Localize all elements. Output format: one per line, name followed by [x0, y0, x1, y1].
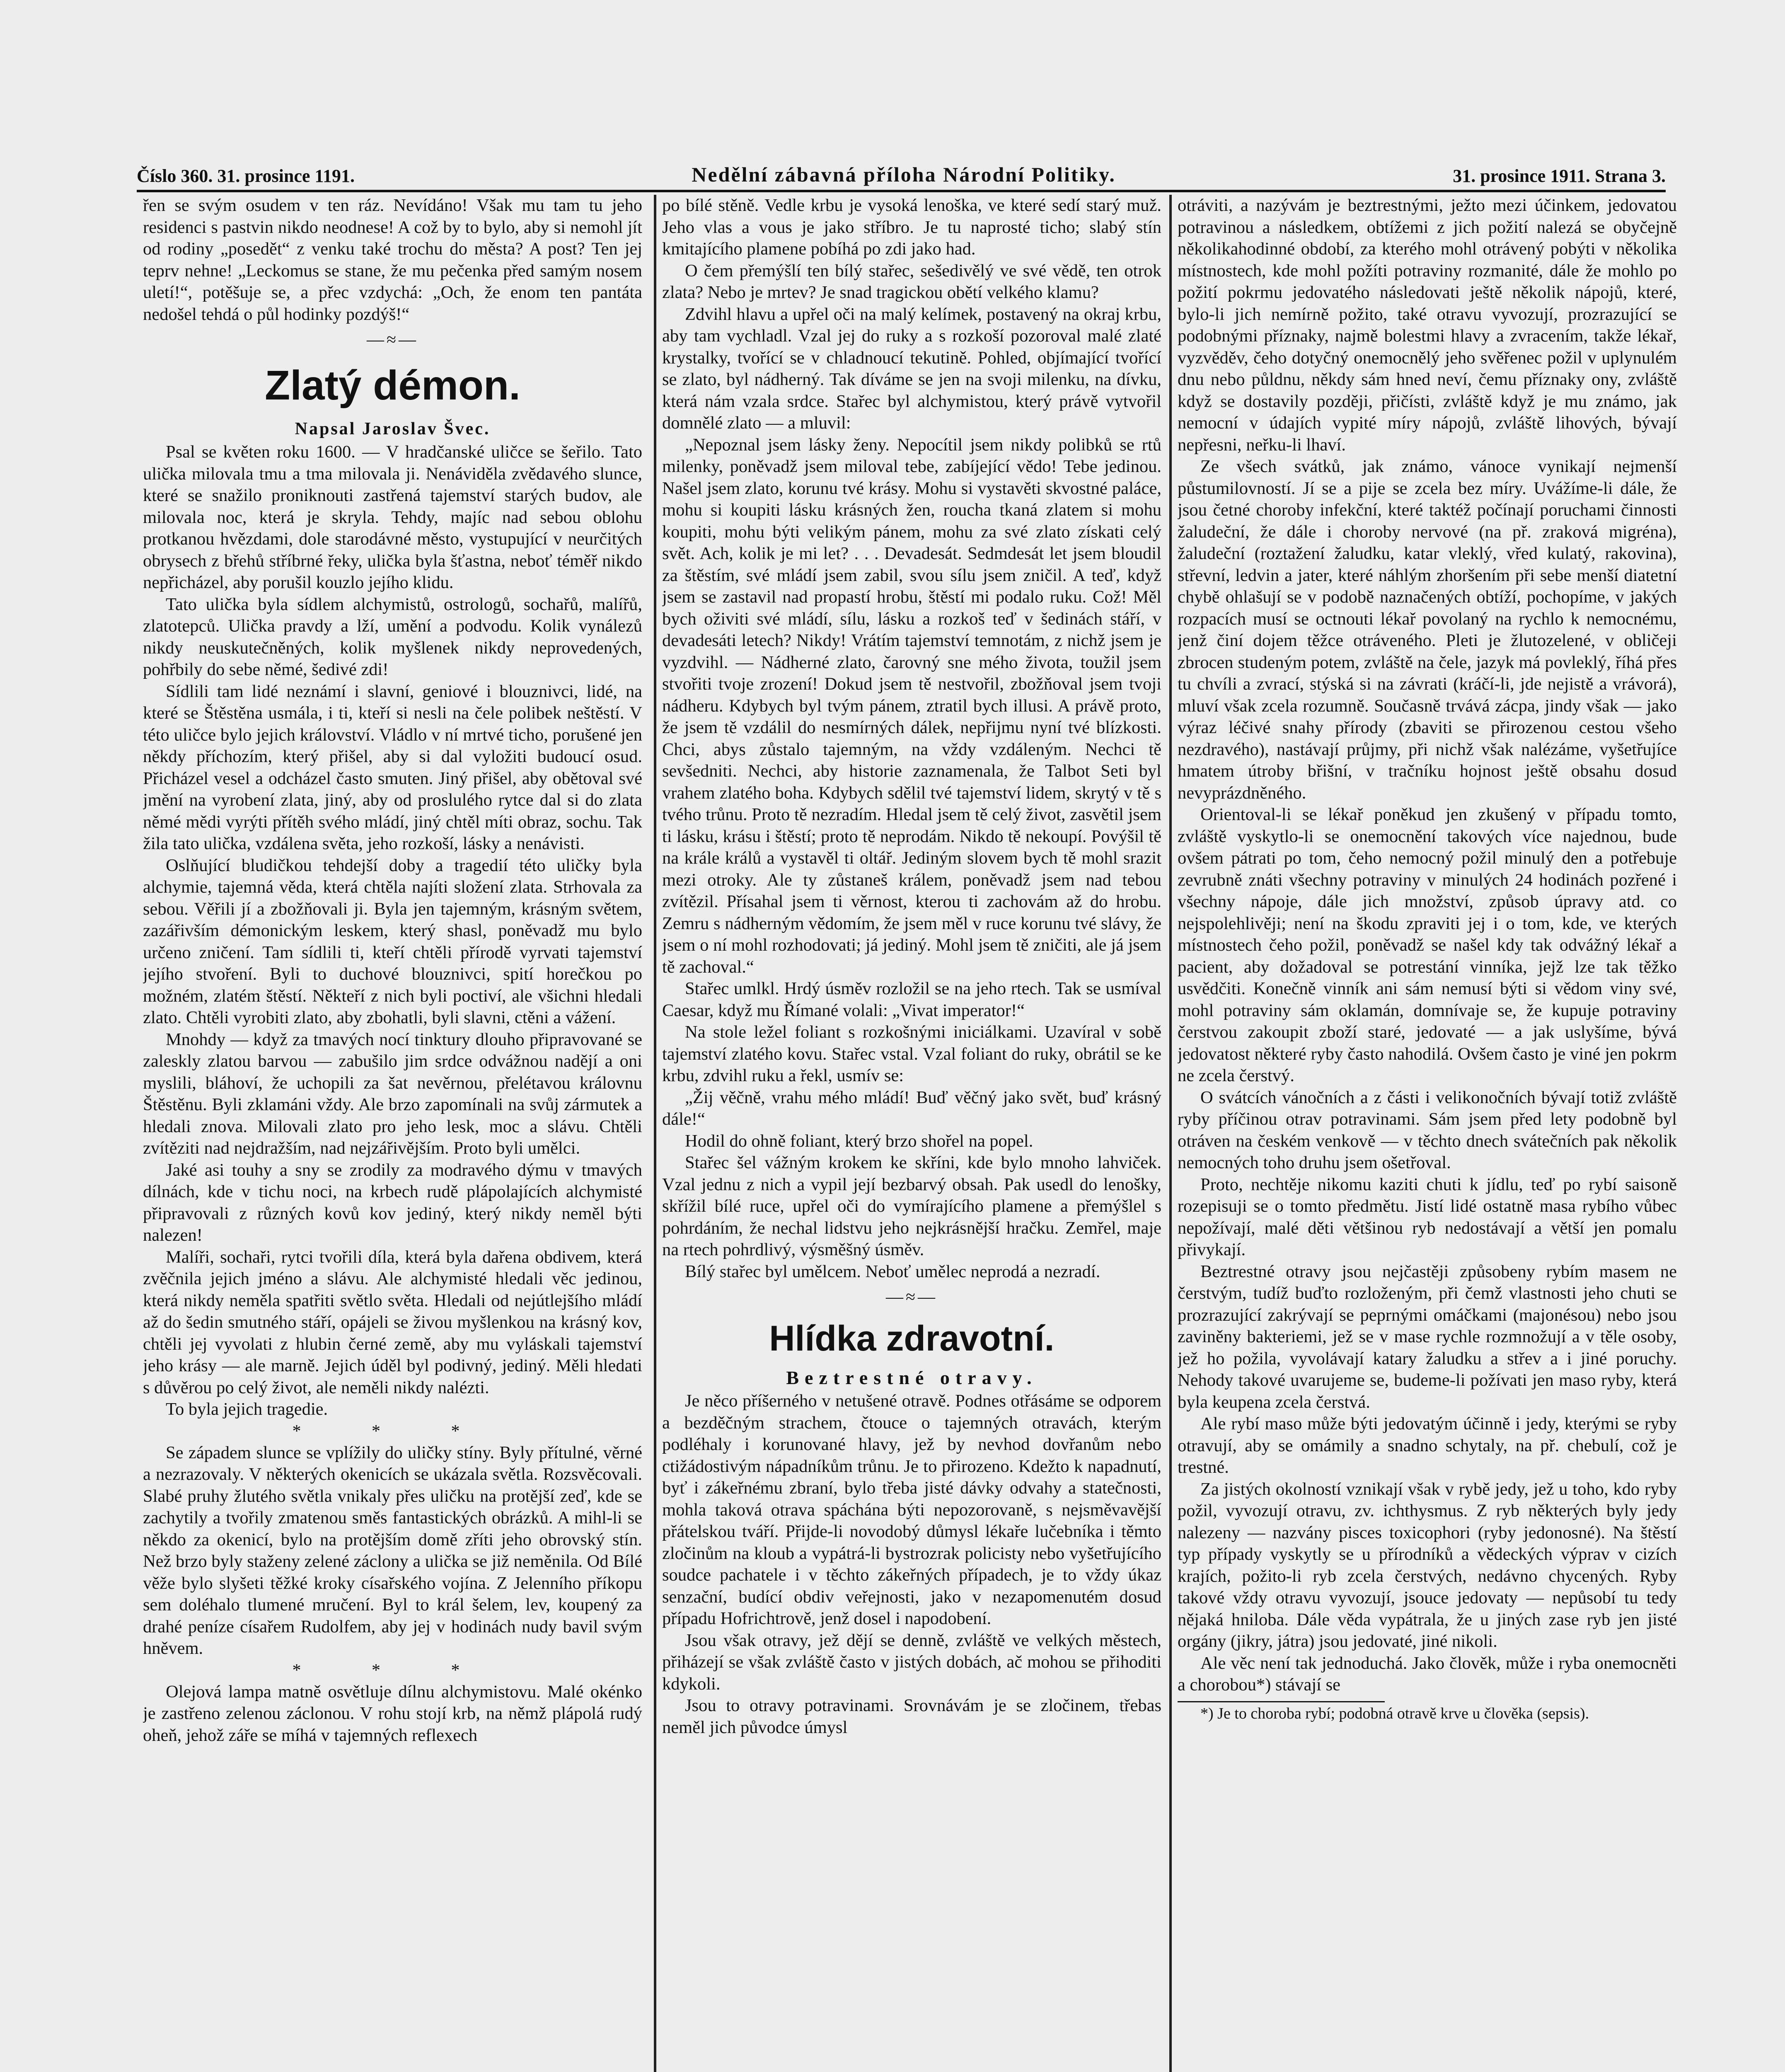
column-1	[143, 195, 642, 2072]
section-stars: * * *	[292, 1421, 493, 1441]
paragraph: Olejová lampa matně osvětluje dílnu alchymistovu. Malé okénko je zastřeno zelenou záclonou. V rohu stojí krb, na němž plápolá rudý oheň, jehož záře se míhá v tajemných reflexech	[143, 1682, 642, 1745]
footnote-rule	[1178, 1701, 1385, 1702]
paragraph: Jaké asi touhy a sny se zrodily za modravého dýmu v tmavých dílnách, kde v tichu noci, na krbech rudě plápolajících alchymisté připravovali z různých kovů kov jediný, který nikdy neměl býti nalezen!	[143, 1160, 642, 1245]
paragraph: Ale rybí maso může býti jedovatým účinně i jedy, kterými se ryby otravují, aby se omámily a snadno schytaly, na př. chebulí, což je trestné.	[1178, 1414, 1677, 1477]
paragraph: Jsou to otravy potravinami. Srovnávám je se zločinem, třebas neměl jich původce úmysl	[662, 1696, 1161, 1737]
paragraph: Ale věc není tak jednoduchá. Jako člověk, může i ryba onemocněti a chorobou*) stávají se	[1178, 1653, 1677, 1694]
section-stars: * * *	[292, 1661, 493, 1680]
column-2	[662, 195, 1161, 2072]
header-rule	[137, 190, 1666, 192]
ornament-divider: —≈—	[885, 1288, 938, 1307]
paragraph: Proto, nechtěje nikomu kaziti chuti k jídlu, teď po rybí saisoně rozepisuji se o tomto předmětu. Jistí lidé ostatně masa rybího vůbec nepožívají, malé děti většinou ryb nedostávají a větší jen pomalu přivykají.	[1178, 1174, 1677, 1259]
paragraph: řen se svým osudem v ten ráz. Nevídáno! Však mu tam tu jeho residenci s pastvin nikdo neodnese! A což by to bylo, aby si nemohl jít od rodiny „posedět“ z venku také trochu do města? A post? Ten jej teprv nehne! „Leckomus se stane, že mu pečenka před samým nosem uletí!“, potěšuje se, a přec vzdychá: „Och, že enom ten pantáta nedošel tehdá o půl hodinky pozdýš!“	[143, 196, 642, 324]
paragraph: O svátcích vánočních a z části i velikonočních bývají totiž zvláště ryby příčinou otrav potravinami. Sám jsem před lety podobně byl otráven na českém venkově — v těchto dnech svátečních pak několik nemocných toho druhu jsem ošetřoval.	[1178, 1087, 1677, 1172]
paragraph: „Nepoznal jsem lásky ženy. Nepocítil jsem nikdy polibků se rtů milenky, poněvadž jsem miloval tebe, zabíjející vědo! Tebe jedinou. Našel jsem zlato, korunu tvé krásy. Mohu si vystavěti skvostné paláce, mohu si koupiti lásku krásných žen, roucha tkaná zlatem si mohu koupiti, mohu býti velikým pánem, mohu za své zlato získati celý svět. Ach, kolik je mi let? . . . Devadesát. Sedmdesát let jsem bloudil za štěstím, své mládí jsem zabil, svou sílu jsem zničil. A teď, když jsem se zastavil nad propastí hrobu, štěstí mi podalo ruku. Což! Měl bych oživiti své mládí, sílu, lásku a rozkoš teď v šedinách stáří, v devadesáti letech? Nikdy! Vrátím tajemství temnotám, z nichž jsem je vyzdvihl. — Nádherné zlato, čarovný sne mého života, toužil jsem stvořiti tvoje zrození! Dokud jsem tě nestvořil, zbožňoval jsem tvoji nádheru. Kdybych byl tvým pánem, ztratil bych illusi. A právě proto, že jsem tě vzdálil do nesmírných dálek, nepřijmu nyní tvé blízkosti. Chci, abys zůstalo tajemným, na vždy vzdáleným. Nechci tě sevšedniti. Nechci, aby historie zaznamenala, že Talbot Seti byl vrahem zlatého boha. Kdybych sdělil tvé tajemství lidem, skrytý v tě s tvého trůnu. Proto tě nezradím. Hledal jsem tě celý život, zasvětil jsem ti lásku, krásu i štěstí; proto tě neprodám. Nikdo tě nekoupí. Povýšil tě na krále králů a vystavěl ti oltář. Jediným slovem bych tě mohl srazit mezi otroky. Ale ty zůstaneš králem, poněvadž jsem nad tebou zvítězil. Přísahal jsem ti věrnost, kterou ti zachovám až do hrobu. Zemru s nádherným vědomím, že jsem měl v ruce korunu tvé slávy, že jsem o ní mohl rozhodovati; já jediný. Mohl jsem tě zničiti, ale já jsem tě zachoval.“	[662, 435, 1161, 977]
paragraph: Jsou však otravy, jež dějí se denně, zvláště ve velkých městech, přiházejí se však zvláště často v jistých dobách, ač mohou se přihoditi kdykoli.	[662, 1630, 1161, 1694]
paragraph: otráviti, a nazývám je beztrestnými, ježto mezi účinkem, jedovatou potravinou a následkem, obtížemi z jich požití nalezá se obyčejně několikahodinné období, za kterého mohl otrávený pobýti v několika místnostech, kde mohl požíti potraviny rozmanité, dále že mohlo po požití pokrmu jedovatého následovati ještě několik nápojů, které, bylo-li jich nemírně požito, také otravu vyvozují, prozrazující se podobnými příznaky, najmě bolestmi hlavy a zvracením, takže lékař, vyzvěděv, čeho dotyčný onemocnělý jeho svěřenec požil v uplynulém dnu nebo půldnu, někdy sám hned neví, čemu příznaky ony, zvláště když se dostavily později, přičísti, zvláště když je mu známo, jak nemocní v údajích vypité míry nápojů, zvláště lihových, bývají nepřesni, neřku-li lhaví.	[1178, 196, 1677, 455]
paragraph: Ze všech svátků, jak známo, vánoce vynikají nejmenší půstumilovností. Jí se a pije se zcela bez míry. Uvážíme-li dále, že jsou četné choroby infekční, které taktéž počínají poruchami činnosti žaludeční, že dále i choroby nervové (na př. zraková migréna), žaludeční (roztažení žaludku, katar vleklý, vřed kulatý, rakovina), střevní, ledvin a jater, které náhlým zhoršením při sebe menší diatetní chybě ohlašují se v podobě naznačených obtíží, pochopíme, v jakých rozpacích musí se octnouti lékař povolaný na rychlo k nemocnému, jenž činí dojem těžce otráveného. Pleti je žlutozelené, v obličeji zbrocen studeným potem, zvláště na čele, jazyk má povleklý, říhá přes tu chvíli a zvrací, stýská si na závrati (kráčí-li, jde nejistě a vrávorá), mluví však zcela rozumně. Současně trvává zácpa, jindy však — jako výraz léčivé snahy přírody (zbaviti se přirozenou cestou všeho nezdravého), nastávají průjmy, při nichž však nalézáme, vyšetřujíce hmatem útroby břišní, v tračníku hojnost ještě obsahu dosud nevyprázdněného.	[1178, 457, 1677, 803]
paragraph: Oslňující bludičkou tehdejší doby a tragedií této uličky byla alchymie, tajemná věda, která chtěla najíti složení zlata. Strhovala za sebou. Věřili jí a zbožňovali ji. Byla jen tajemným, krásným světem, zazářivším démonickým leskem, který shasl, poněvadž mu bylo určeno zničení. Tam sídlili ti, kteří chtěli přírodě vyrvati tajemství jejího stvoření. Byli to duchové blouznivci, spití horečkou po možném, zlatém štěstí. Někteří z nich byli poctiví, ale všichni hledali zlato. Chtěli vyrobiti zlato, aby zbohatli, byli slavni, ctěni a vážení.	[143, 855, 642, 1027]
paragraph: Beztrestné otravy jsou nejčastěji způsobeny rybím masem ne čerstvým, tudíž buďto rozloženým, při čemž vlastnosti jeho chuti se prozrazující zakrývají se peprnými omáčkami (majonésou) nebo jsou zaviněny bakteriemi, jež se v mase rychle rozmnožují a v těle osoby, jež ho požila, vyvolávají katary žaludku a střev a i jiné poruchy. Nehody takové uvarujeme se, budeme-li požívati jen maso ryby, která byla keupena zcela čerstvá.	[1178, 1261, 1677, 1412]
paragraph: O čem přemýšlí ten bílý stařec, sešedivělý ve své vědě, ten otrok zlata? Nebo je mrtev? Je snad tragickou obětí velkého klamu?	[662, 261, 1161, 302]
paragraph: Se západem slunce se vplížily do uličky stíny. Byly přítulné, věrné a nezrazovaly. V některých okenicích se ukázala světla. Rozsvěcovali. Slabé pruhy žlutého světla vnikaly přes uličku na protější zeď, kde se zachytily a tvořily zmatenou směs fantastických obrázků. A mihl-li se někdo za okenicí, bylo na protějším domě zříti jeho obrovský stín. Než brzo byly staženy zelené záclony a ulička se již neměnila. Od Bílé věže bylo slyšeti těžké kroky císařského vojína. Z Jelenního příkopu sem doléhalo tlumené mručení. Byl to král šelem, lev, koupený za drahé peníze císařem Rudolfem, aby jej v hodinách nudy bavil svým hněvem.	[143, 1443, 642, 1658]
paragraph: Je něco příšerného v netušené otravě. Podnes otřásáme se odporem a bezděčným strachem, čtouce o tajemných otravách, kterým podléhaly i korunované hlavy, jež by nevhod dovřanům nebo ctižádostivým nápadníkům trůnu. Je to přirozeno. Kdežto k napadnutí, byť i zákeřnému zbraní, bylo třeba jisté dávky odvahy a statečnosti, mohla taková otrava spáchána býti nepozorovaně, s nejsměvavější přátelskou tváří. Přijde-li novodobý důmysl lékaře lučebníka i těmto zločinům na kloub a vypátrá-li bystrozrak policisty nebo vyšetřujícího soudce pachatele i v těchto zákeřných případech, je to vždy úkaz senzační, budící obdiv veřejnosti, jako v nezapomenutém dosud případu Hofrichtrově, jenž dosel i napodobení.	[662, 1391, 1161, 1628]
paragraph: „Žij věčně, vrahu mého mládí! Buď věčný jako svět, buď krásný dále!“	[662, 1087, 1161, 1129]
paragraph: To byla jejich tragedie.	[166, 1399, 328, 1419]
section-title: Hlídka zdravotní.	[769, 1319, 1055, 1358]
paragraph: Stařec šel vážným krokem ke skříni, kde bylo mnoho lahviček. Vzal jednu z nich a vypil její bezbarvý obsah. Pak usedl do lenošky, skřížil bílé ruce, upřel oči do vymírajícího plamene a přemýšlel s pohrdáním, že nechal lidstvu jeho nejkrásnější hračku. Zemřel, maje na rtech pohrdlivý, výsměšný úsměv.	[662, 1153, 1161, 1259]
paragraph: Bílý stařec byl umělcem. Neboť umělec neprodá a nezradí.	[685, 1261, 1101, 1281]
ornament-divider: —≈—	[366, 330, 419, 349]
column-3	[1178, 195, 1677, 2072]
page-header	[137, 157, 1666, 186]
paragraph: Sídlili tam lidé neznámí i slavní, geniové i blouznivci, lidé, na které se Štěstěna usmála, i ti, kteří si nesli na čele polibek neštěstí. V této uličce bylo jejich království. Vládlo v ní mrtvé ticho, porušené jen někdy příchozím, který přišel, aby si dal vyložiti budoucí osud. Přicházel vesel a odcházel často smuten. Jiný přišel, aby obětoval své jmění na vyrobení zlata, jiný, aby od proslulého rytce dal si do zlata němé mědi vyrýti přítěh svého mládí, jiný chtěl míti obraz, sochu. Tak žila tato ulička, vzdálena světa, jeho rozkoší, lásky a nenávisti.	[143, 681, 642, 853]
header-publication: Nedělní zábavná příloha Národní Politiky.	[692, 163, 1116, 186]
paragraph: Tato ulička byla sídlem alchymistů, ostrologů, sochařů, malířů, zlatotepců. Ulička pravdy a lží, umění a podvodu. Kolik vynálezů nikdy neuskutečněných, kolik myšlenek nikdy neprovedených, pohřbily do sebe němé, šedivé zdi!	[143, 594, 642, 679]
section-subtitle: Beztrestné otravy.	[786, 1367, 1038, 1388]
header-issue: Číslo 360. 31. prosince 1191.	[137, 166, 355, 186]
article-title: Zlatý démon.	[265, 362, 520, 409]
footnote: *) Je to choroba rybí; podobná otravě krve u člověka (sepsis).	[1200, 1704, 1589, 1722]
paragraph: Za jistých okolností vznikají však v rybě jedy, jež u toho, kdo ryby požil, vyvozují otravu, zv. ichthysmus. Z ryb některých byly jedy nalezeny — nazvány pisces toxicophori (ryby jedonosné). Na štěstí typ případy vyskytly se u přírodníků a vědeckých výprav v cizích krajích, požito-li ryb zcela čerstvých, nedávno chycených. Ryby takové vždy otravu vyvozují, jsouce jedovaty — nepůsobí tu tedy nějaká hniloba. Dále věda vypátrala, že u jiných zase ryb jen jisté orgány (jikry, játra) jsou jedovaté, jiné nikoli.	[1178, 1479, 1677, 1651]
paragraph: Zdvihl hlavu a upřel oči na malý kelímek, postavený na okraj krbu, aby tam vychladl. Vzal jej do ruky a s rozkoší pozoroval malé zlaté krystalky, tvořící se v chladnoucí tekutině. Pohled, objímající tvořící se zlato, byl nádherný. Tak díváme se jen na svoji milenku, na dívku, která nám vzala srdce. Stařec byl alchymistou, který právě vytvořil domnělé zlato — a mluvil:	[662, 304, 1161, 433]
paragraph: Mnohdy — když za tmavých nocí tinktury dlouho připravované se zaleskly zlatou barvou — zabušilo jim srdce odvážnou nadějí a oni myslili, bláhoví, že uchopili za šat nevěrnou, přelétavou královnu Štěstěnu. Byli zklamáni vždy. Ale brzo zapomínali na svůj zármutek a hledali znova. Milovali zlato pro jeho lesk, moc a slávu. Chtěli zvítěziti nad nejdražším, nad nejzářivějším. Proto byli umělci.	[143, 1029, 642, 1158]
column-divider-2	[1169, 195, 1172, 2072]
header-date-page: 31. prosince 1911. Strana 3.	[1453, 166, 1666, 186]
column-divider-1	[654, 195, 656, 2072]
paragraph: Orientoval-li se lékař poněkud jen zkušený v případu tomto, zvláště vyskytlo-li se onemocnění takových více najednou, bude ovšem pátrati po tom, čeho nemocný požil minulý den a potřebuje zevrubně znáti všechny potraviny v minulých 24 hodinách pozřené i všechny nápoje, dále jich množství, způsob úpravy atd. co nejspolehlivěji; není na škodu zpraviti jej i o tom, kde, ve kterých místnostech čeho požil, poněvadž se našel kdy tak odvážný lékař a pacient, aby dožadoval se potrestání vinníka, jejž lze tak těžko usvědčiti. Konečně vinník ani sám nemusí býti si vědom viny své, mohl potraviny sám oklamán, domnívaje se, že kupuje potraviny čerstvou zakoupit zboží staré, jedovaté — a jak uslyšíme, bývá jedovatost některé ryby často nahodilá. Ovšem často je viné jen pokrm ne zcela čerstvý.	[1178, 805, 1677, 1085]
paragraph: Hodil do ohně foliant, který brzo shořel na popel.	[685, 1131, 1033, 1151]
paragraph: po bílé stěně. Vedle krbu je vysoká lenoška, ve které sedí starý muž. Jeho vlas a vous je jako stříbro. Je tu naprosté ticho; slabý stín kmitajícího plamene pobíhá po zdi jako had.	[662, 196, 1161, 259]
paragraph: Psal se květen roku 1600. — V hradčanské uličce se šeřilo. Tato ulička milovala tmu a tma milovala ji. Nenáviděla zvědavého slunce, které se snažilo proniknouti zastřená tajemství starých budov, ale milovala noc, která je skryla. Tehdy, majíc nad sebou oblohu protkanou hvězdami, dole starodávné město, vystupující v neurčitých obrysech z břehů stříbrné řeky, ulička byla šťastna, neboť téměř nikdo nepřicházel, aby porušil kouzlo jejího klidu.	[143, 442, 642, 592]
paragraph: Na stole ležel foliant s rozkošnými iniciálkami. Uzavíral v sobě tajemství zlatého kovu. Stařec vstal. Vzal foliant do ruky, obrátil se ke krbu, zdvihl ruku a řekl, usmív se:	[662, 1022, 1161, 1085]
article-byline: Napsal Jaroslav Švec.	[295, 419, 491, 438]
paragraph: Stařec umlkl. Hrdý úsměv rozložil se na jeho rtech. Tak se usmíval Caesar, když mu Římané volali: „Vivat imperator!“	[662, 979, 1161, 1020]
paragraph: Malíři, sochaři, rytci tvořili díla, která byla dařena obdivem, která zvěčnila jejich jméno a slávu. Ale alchymisté hledali věc jedinou, která nikdy neměla spatřiti světlo světa. Hledali od nejútlejšího mládí až do šedin smutného stáří, opájeli se živou myšlenkou na krásný kov, chtěli jej vyvolati z hlubin černé země, aby mu vyláskali tajemství jeho krásy — ale marně. Jejich úděl byl podivný, jediný. Měli hledati s důvěrou po celý život, ale neměli nikdy nalézti.	[143, 1247, 642, 1397]
